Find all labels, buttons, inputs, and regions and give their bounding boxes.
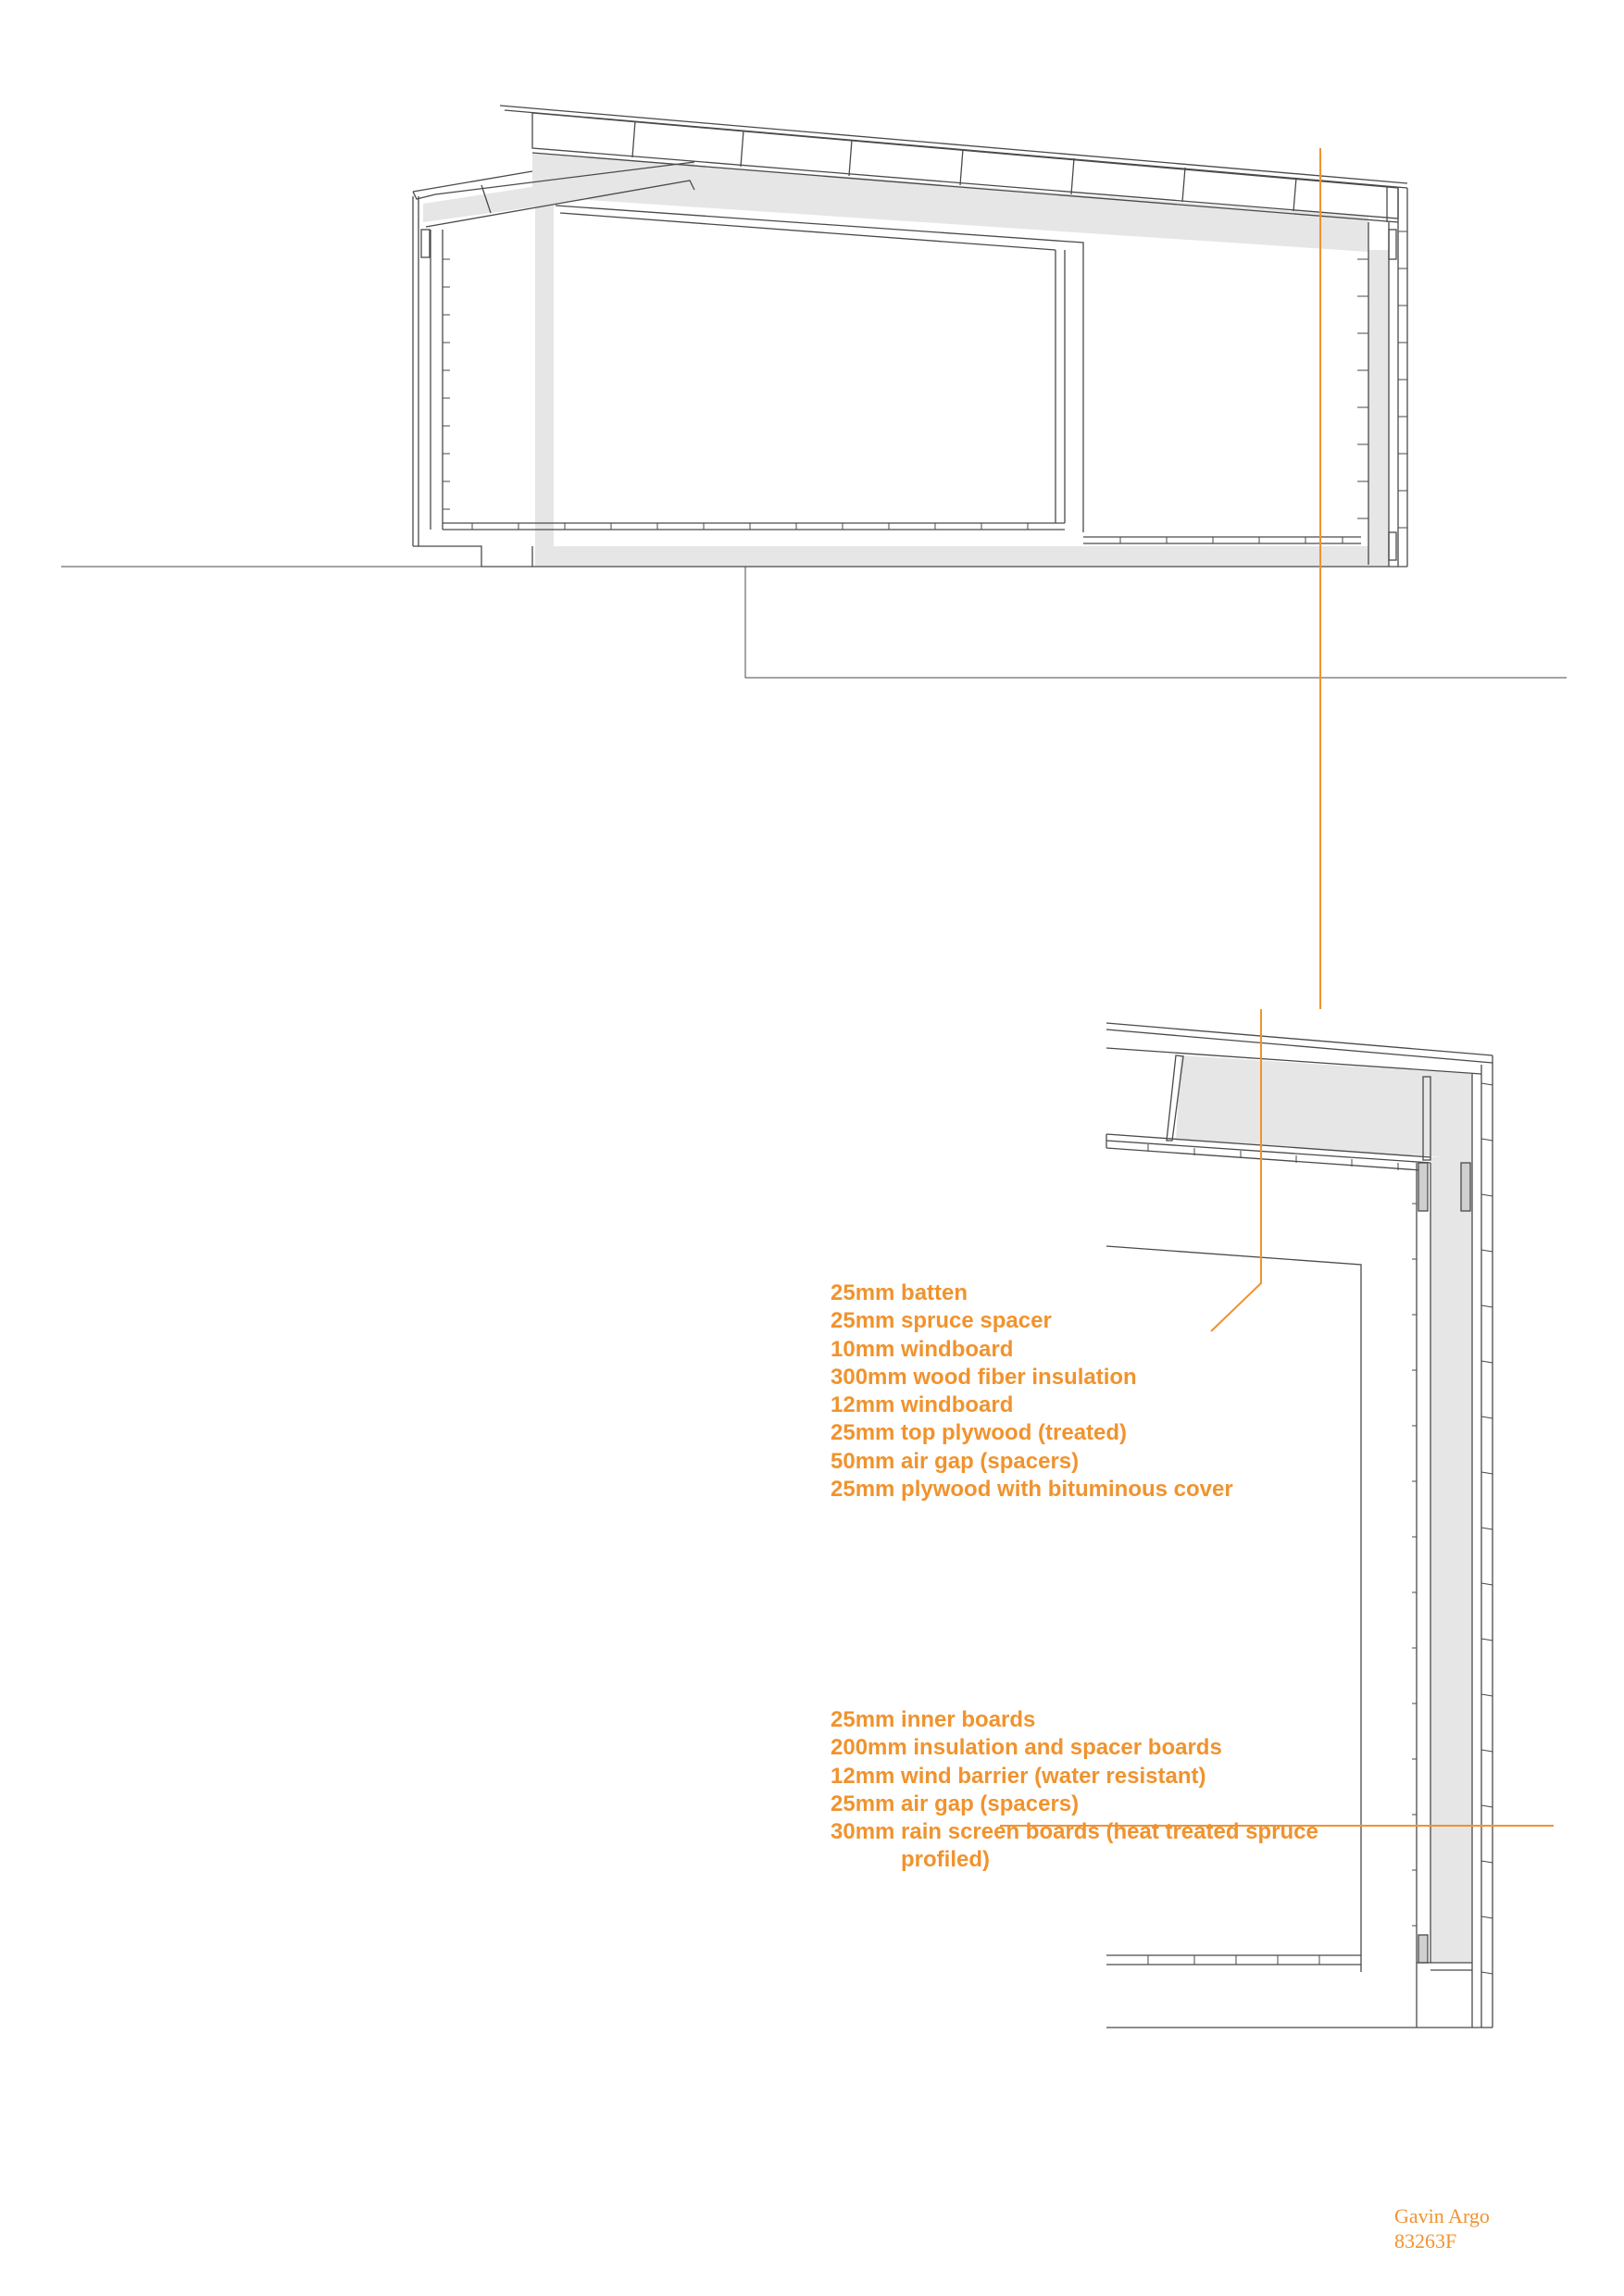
roof-layers-legend [831, 1279, 1233, 1504]
wall-layer-4: 25mm air gap (spacers) [831, 1791, 1080, 1816]
roof-layer-3: 10mm windboard [831, 1336, 1014, 1362]
author-id: 83263F [1394, 2229, 1457, 2252]
roof-insulation-fill [532, 153, 1368, 252]
wall-layer-2: 200mm insulation and spacer boards [831, 1735, 1222, 1761]
author-name: Gavin Argo [1394, 2204, 1490, 2227]
roof-layer-2: 25mm spruce spacer [831, 1308, 1052, 1334]
wall-insulation-fill-right [1368, 250, 1389, 565]
wall-layer-5: 30mm rain screen boards (heat treated spruce [831, 1819, 1318, 1845]
roof-layer-4: 300mm wood fiber insulation [831, 1364, 1137, 1390]
corner-detail [1106, 1023, 1493, 2028]
detail-wall-insulation-fill [1430, 1157, 1472, 1963]
wall-layers-legend [831, 1706, 1318, 1875]
wall-layer-5-continued: profiled) [901, 1847, 990, 1873]
roof-layer-6: 25mm top plywood (treated) [831, 1420, 1128, 1446]
author-block [1394, 2203, 1490, 2253]
wall-layer-1: 25mm inner boards [831, 1707, 1036, 1732]
building-section [61, 106, 1567, 678]
detail-roof-insulation-fill [1176, 1055, 1472, 1159]
wall-layer-3: 12mm wind barrier (water resistant) [831, 1763, 1206, 1789]
roof-layer-7: 50mm air gap (spacers) [831, 1448, 1080, 1474]
roof-layer-1: 25mm batten [831, 1280, 968, 1305]
floor-insulation-fill [535, 546, 1389, 567]
roof-layer-5: 12mm windboard [831, 1392, 1014, 1418]
wall-insulation-fill-left [535, 196, 554, 567]
roof-layer-8: 25mm plywood with bituminous cover [831, 1477, 1233, 1503]
